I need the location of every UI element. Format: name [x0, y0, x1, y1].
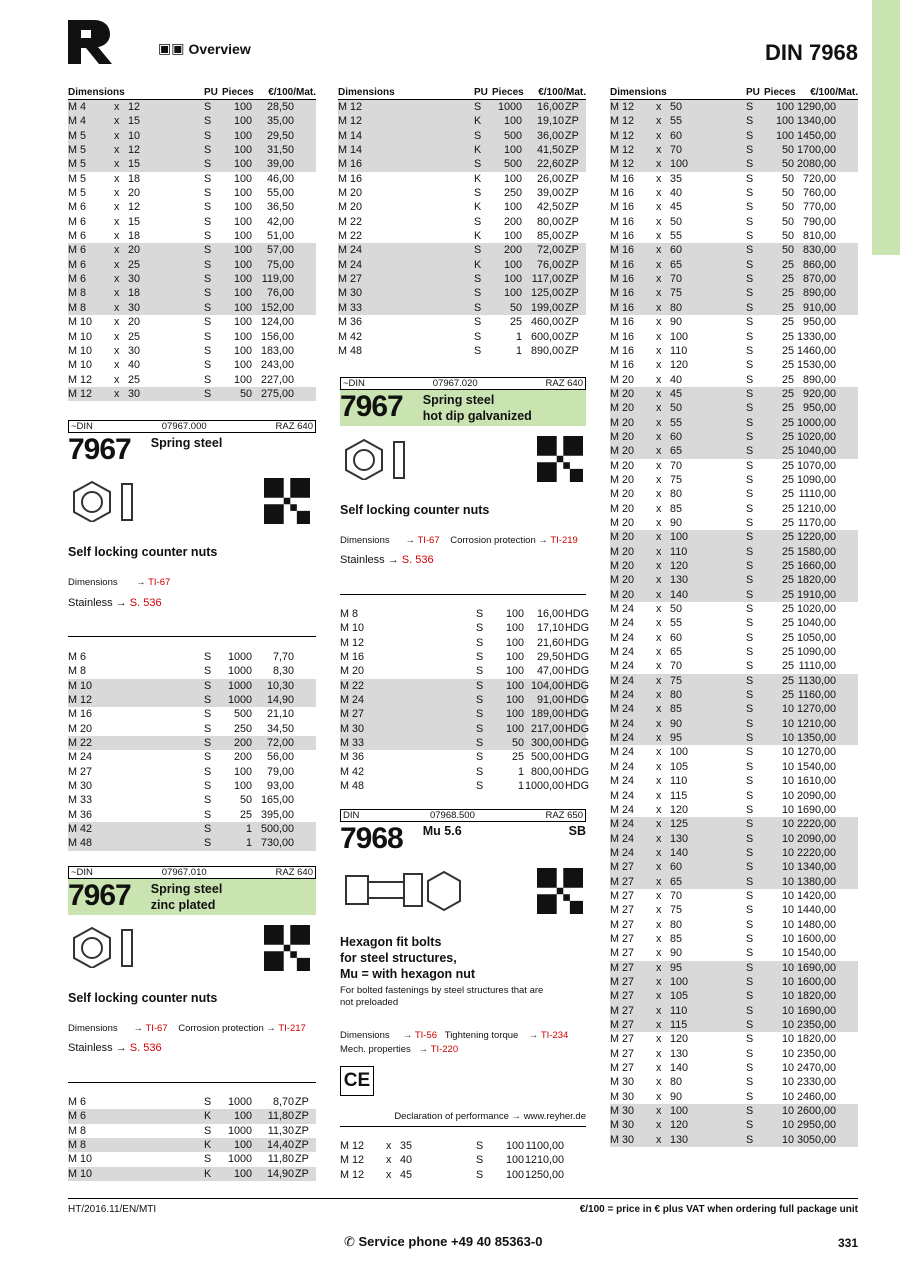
- section-tab: [872, 0, 900, 255]
- table-row: M 24 x 120 S 10 1690,00: [610, 803, 836, 816]
- table-7967-020: [340, 607, 589, 793]
- qr-code-icon: [264, 925, 310, 971]
- table-row: M 16 x 110 S 25 1460,00: [610, 344, 836, 357]
- table-row: M 20 x 60 S 25 1020,00: [610, 430, 858, 444]
- counter-nut-icon: [72, 926, 142, 968]
- table-row: M 20 x 90 S 25 1170,00: [610, 516, 836, 529]
- table-row: M 20 x 80 S 25 1110,00: [610, 488, 836, 501]
- table-row: M 30 x 100 S 10 2600,00: [610, 1104, 858, 1118]
- table-row: M 22 S 200 80,00 ZP: [338, 215, 579, 228]
- table-row: M 24 x 125 S 10 2220,00: [610, 817, 858, 831]
- table-row: M 16 x 45 S 50 770,00: [610, 201, 836, 214]
- table-row: M 8 S 100 16,00 HDG: [340, 608, 589, 620]
- table-row: M 33 S 50 300,00 HDG: [340, 737, 589, 750]
- table-row: M 12 x 55 S 100 1340,00: [610, 114, 858, 128]
- table-row: M 24 x 110 S 10 1610,00: [610, 775, 836, 788]
- b3-stainless: Stainless → S. 536: [340, 554, 434, 566]
- table-row: M 6 x 18 S 100 51,00: [68, 230, 294, 243]
- table-row: M 24 x 55 S 25 1040,00: [610, 617, 836, 630]
- table-row: M 5 x 12 S 100 31,50: [68, 143, 316, 157]
- table-row: M 8 K 100 14,40 ZP: [68, 1138, 316, 1152]
- b2-dim: Dimensions → TI-67 Corrosion protection → TI-217: [68, 1023, 306, 1034]
- table-row: M 20 x 140 S 25 1910,00: [610, 588, 858, 602]
- binoculars-icon: ▣▣: [158, 40, 185, 56]
- b4-dim: Dimensions → TI-56 Tightening torque → TI-234: [340, 1030, 569, 1041]
- table-row: M 24 S 200 56,00: [68, 751, 294, 764]
- table-row: M 8 S 1000 8,30: [68, 665, 294, 678]
- table-row: M 8 S 1000 11,30 ZP: [68, 1124, 309, 1137]
- table-row: M 16 x 70 S 25 870,00: [610, 272, 858, 286]
- table-header: Dimensions PU Pieces €/100/Mat.: [338, 87, 586, 98]
- table-row: M 27 x 65 S 10 1380,00: [610, 875, 858, 889]
- table-row: M 27 x 105 S 10 1820,00: [610, 989, 858, 1003]
- table-row: M 27 x 70 S 10 1420,00: [610, 889, 836, 902]
- b1-dim: Dimensions → TI-67: [68, 577, 171, 588]
- table-row: M 6 x 12 S 100 36,50: [68, 201, 294, 214]
- table-row: M 24 x 140 S 10 2220,00: [610, 846, 858, 860]
- table-row: M 24 x 70 S 25 1110,00: [610, 660, 836, 673]
- product-7967-010: ~DIN 07967.010 RAZ 640 7967 Spring steel zinc plated: [68, 866, 316, 915]
- table-row: M 20 S 250 39,00 ZP: [338, 187, 579, 200]
- table-row: M 12 x 30 S 50 275,00: [68, 387, 316, 401]
- qr-code-icon: [537, 868, 583, 914]
- table-row: M 10 x 40 S 100 243,00: [68, 359, 294, 372]
- table-row: M 27 S 100 189,00 HDG: [340, 708, 589, 721]
- table-header: Dimensions PU Pieces €/100/Mat.: [68, 87, 316, 98]
- table-row: M 30 x 130 S 10 3050,00: [610, 1133, 858, 1147]
- table-row: M 16 x 35 S 50 720,00: [610, 172, 836, 185]
- table-row: M 16 S 500 22,60 ZP: [338, 157, 586, 171]
- table-row: M 24 x 95 S 10 1350,00: [610, 731, 858, 745]
- table-row: M 36 S 25 500,00 HDG: [340, 751, 589, 764]
- table-row: M 5 x 18 S 100 46,00: [68, 172, 294, 185]
- product-7967-020: ~DIN 07967.020 RAZ 640 7967 Spring steel hot dip galvanized: [340, 377, 586, 426]
- table-row: M 12 x 70 S 50 1700,00: [610, 143, 858, 157]
- table-row: M 48 S 1 890,00 ZP: [338, 344, 579, 357]
- table-row: M 20 x 75 S 25 1090,00: [610, 473, 836, 486]
- table-row: M 24 S 100 91,00 HDG: [340, 694, 589, 707]
- table-row: M 24 x 75 S 25 1130,00: [610, 674, 858, 688]
- table-row: M 16 x 90 S 25 950,00: [610, 316, 836, 329]
- table-row: M 27 x 60 S 10 1340,00: [610, 860, 858, 874]
- table-row: M 12 x 45 S 100 1250,00: [340, 1168, 564, 1181]
- table-row: M 16 x 50 S 50 790,00: [610, 215, 836, 228]
- b4-mech: Mech. properties → TI-220: [340, 1044, 459, 1055]
- table-row: M 8 x 30 S 100 152,00: [68, 301, 316, 315]
- table-row: M 30 x 120 S 10 2950,00: [610, 1118, 858, 1132]
- table-row: M 27 x 115 S 10 2350,00: [610, 1018, 858, 1032]
- table-row: M 20 x 55 S 25 1000,00: [610, 416, 858, 430]
- table-row: M 42 S 1 500,00: [68, 822, 316, 836]
- table-row: M 10 x 20 S 100 124,00: [68, 316, 294, 329]
- table-row: M 20 x 120 S 25 1660,00: [610, 559, 858, 573]
- table-row: M 24 S 200 72,00 ZP: [338, 243, 586, 257]
- b2-title: Self locking counter nuts: [68, 991, 218, 1005]
- qr-code-icon: [537, 436, 583, 482]
- table-row: M 10 x 30 S 100 183,00: [68, 344, 294, 357]
- table-row: M 33 S 50 199,00 ZP: [338, 301, 586, 315]
- table-row: M 20 K 100 42,50 ZP: [338, 201, 579, 214]
- table-row: M 27 S 100 79,00: [68, 765, 294, 778]
- table-row: M 33 S 50 165,00: [68, 794, 294, 807]
- table-row: M 48 S 1 730,00: [68, 836, 316, 850]
- table-row: M 12 x 35 S 100 1100,00: [340, 1140, 564, 1152]
- table-row: M 12 S 100 21,60 HDG: [340, 636, 589, 649]
- table-row: M 20 S 100 47,00 HDG: [340, 665, 589, 678]
- hexagon-bolt-icon: [344, 870, 464, 912]
- table-row: M 16 x 75 S 25 890,00: [610, 286, 858, 300]
- table-row: M 30 x 90 S 10 2460,00: [610, 1090, 836, 1103]
- table-row: M 27 x 120 S 10 1820,00: [610, 1033, 836, 1046]
- table-row: M 27 x 85 S 10 1600,00: [610, 932, 836, 945]
- table-row: M 12 x 40 S 100 1210,00: [340, 1154, 564, 1167]
- table-row: M 22 K 100 85,00 ZP: [338, 230, 579, 243]
- b3-title: Self locking counter nuts: [340, 503, 490, 517]
- table-row: M 24 x 100 S 10 1270,00: [610, 746, 836, 759]
- table-row: M 12 x 60 S 100 1450,00: [610, 129, 858, 143]
- table-row: M 10 x 25 S 100 156,00: [68, 330, 294, 343]
- b4-desc: For bolted fastenings by steel structures that are not preloaded: [340, 985, 544, 1008]
- table-row: M 20 x 100 S 25 1220,00: [610, 530, 858, 544]
- table-row: M 30 S 100 217,00 HDG: [340, 722, 589, 735]
- page-title: DIN 7968: [765, 40, 858, 65]
- table-row: M 10 S 1000 11,80 ZP: [68, 1153, 309, 1166]
- table-row: M 5 x 20 S 100 55,00: [68, 187, 294, 200]
- table-row: M 24 x 65 S 25 1090,00: [610, 646, 836, 659]
- table-row: M 12 S 1000 16,00 ZP: [338, 100, 586, 114]
- table-row: M 27 x 80 S 10 1480,00: [610, 918, 836, 931]
- footer-code: HT/2016.11/EN/MTI: [68, 1204, 157, 1215]
- table-row: M 24 x 80 S 25 1160,00: [610, 688, 858, 702]
- counter-nut-icon: [344, 438, 414, 480]
- table-row: M 8 x 18 S 100 76,00: [68, 286, 316, 300]
- table-row: M 30 x 80 S 10 2330,00: [610, 1076, 836, 1089]
- table-row: M 42 S 1 600,00 ZP: [338, 330, 579, 343]
- table-row: M 6 x 25 S 100 75,00: [68, 258, 316, 272]
- table-row: M 20 x 70 S 25 1070,00: [610, 459, 836, 472]
- table-row: M 16 x 40 S 50 760,00: [610, 187, 836, 200]
- table-row: M 27 x 130 S 10 2350,00: [610, 1047, 836, 1060]
- table-row: M 16 x 80 S 25 910,00: [610, 301, 858, 315]
- table-row: M 20 x 110 S 25 1580,00: [610, 545, 858, 559]
- table-row: M 24 x 50 S 25 1020,00: [610, 603, 836, 616]
- table-row: M 12 x 25 S 100 227,00: [68, 373, 294, 386]
- table-row: M 6 K 100 11,80 ZP: [68, 1109, 316, 1123]
- col3-table: [610, 86, 858, 1147]
- table-row: M 12 S 1000 14,90: [68, 693, 316, 707]
- table-row: M 6 x 30 S 100 119,00: [68, 272, 316, 286]
- table-row: M 36 S 25 395,00: [68, 808, 294, 821]
- table-row: M 27 x 90 S 10 1540,00: [610, 947, 836, 960]
- counter-nut-icon: [72, 480, 142, 522]
- phone-icon: ✆: [344, 1234, 359, 1249]
- table-row: M 4 x 15 S 100 35,00: [68, 114, 316, 128]
- table-row: M 22 S 100 104,00 HDG: [340, 679, 589, 692]
- table-row: M 24 x 60 S 25 1050,00: [610, 631, 836, 644]
- table-row: M 20 x 130 S 25 1820,00: [610, 573, 858, 587]
- b2-stainless: Stainless → S. 536: [68, 1042, 162, 1054]
- table-row: M 36 S 25 460,00 ZP: [338, 316, 579, 329]
- reyher-logo: [66, 18, 112, 64]
- table-row: M 16 K 100 26,00 ZP: [338, 172, 579, 185]
- table-row: M 16 S 500 21,10: [68, 708, 294, 721]
- table-row: M 42 S 1 800,00 HDG: [340, 765, 589, 778]
- table-row: M 27 x 140 S 10 2470,00: [610, 1062, 836, 1075]
- product-7968-500: DIN 07968.500 RAZ 650 7968 Mu 5.6 SB: [340, 810, 586, 855]
- table-row: M 4 x 12 S 100 28,50: [68, 100, 316, 114]
- table-header: Dimensions PU Pieces €/100/Mat.: [610, 87, 858, 98]
- table-row: M 12 K 100 19,10 ZP: [338, 114, 586, 128]
- b4-title: Hexagon fit bolts for steel structures, Mu = with hexagon nut: [340, 935, 476, 981]
- table-row: M 27 x 110 S 10 1690,00: [610, 1004, 858, 1018]
- table-row: M 16 x 120 S 25 1530,00: [610, 359, 836, 372]
- table-row: M 12 x 100 S 50 2080,00: [610, 157, 858, 171]
- table-row: M 20 x 45 S 25 920,00: [610, 387, 858, 401]
- b1-stainless: Stainless → S. 536: [68, 597, 162, 609]
- table-row: M 16 S 100 29,50 HDG: [340, 651, 589, 664]
- table-row: M 16 x 60 S 50 830,00: [610, 243, 858, 257]
- ce-mark: CE: [340, 1066, 374, 1096]
- table-row: M 16 x 55 S 50 810,00: [610, 230, 836, 243]
- table-row: M 24 K 100 76,00 ZP: [338, 258, 586, 272]
- table-row: M 24 x 85 S 10 1270,00: [610, 702, 858, 716]
- b4-dop[interactable]: Declaration of performance → www.reyher.de: [394, 1111, 586, 1122]
- footer-note: €/100 = price in € plus VAT when ordering full package unit: [579, 1204, 858, 1215]
- table-row: M 20 x 85 S 25 1210,00: [610, 502, 836, 515]
- table-row: M 24 x 105 S 10 1540,00: [610, 760, 836, 773]
- table-row: M 20 x 65 S 25 1040,00: [610, 444, 858, 458]
- b1-title: Self locking counter nuts: [68, 545, 218, 559]
- table-row: M 10 K 100 14,90 ZP: [68, 1167, 316, 1181]
- table-row: M 20 S 250 34,50: [68, 722, 294, 735]
- table-row: M 27 x 100 S 10 1600,00: [610, 975, 858, 989]
- b3-dim: Dimensions → TI-67 Corrosion protection → TI-219: [340, 535, 578, 546]
- table-row: M 6 x 20 S 100 57,00: [68, 243, 316, 257]
- table-row: M 6 S 1000 8,70 ZP: [68, 1096, 309, 1108]
- table-7967-010: [68, 1095, 316, 1181]
- table-row: M 30 S 100 93,00: [68, 780, 294, 793]
- table-row: M 6 x 15 S 100 42,00: [68, 215, 294, 228]
- table-row: M 16 x 100 S 25 1330,00: [610, 330, 836, 343]
- table-row: M 27 x 95 S 10 1690,00: [610, 961, 858, 975]
- col1-table: [68, 86, 316, 401]
- page-number: 331: [837, 1236, 858, 1250]
- table-row: M 20 x 40 S 25 890,00: [610, 373, 836, 386]
- table-row: M 27 S 100 117,00 ZP: [338, 272, 586, 286]
- table-7967-000: [68, 650, 316, 851]
- overview-label: ▣▣ Overview: [158, 40, 251, 57]
- table-row: M 27 x 75 S 10 1440,00: [610, 904, 836, 917]
- qr-code-icon: [264, 478, 310, 524]
- table-7968-500: [340, 1139, 586, 1182]
- table-row: M 30 S 100 125,00 ZP: [338, 286, 586, 300]
- table-row: M 22 S 200 72,00: [68, 736, 316, 750]
- table-row: M 5 x 10 S 100 29,50: [68, 129, 316, 143]
- table-row: M 20 x 50 S 25 950,00: [610, 401, 858, 415]
- col2-table: [338, 86, 586, 358]
- product-7967-000: ~DIN 07967.000 RAZ 640 7967 Spring steel: [68, 420, 316, 467]
- table-row: M 5 x 15 S 100 39,00: [68, 157, 316, 171]
- table-row: M 24 x 90 S 10 1210,00: [610, 717, 858, 731]
- table-row: M 14 S 500 36,00 ZP: [338, 129, 586, 143]
- table-row: M 24 x 115 S 10 2090,00: [610, 789, 836, 802]
- service-phone[interactable]: ✆ Service phone +49 40 85363-0: [344, 1234, 543, 1249]
- table-row: M 14 K 100 41,50 ZP: [338, 143, 586, 157]
- table-row: M 12 x 50 S 100 1290,00: [610, 100, 858, 114]
- table-row: M 16 x 65 S 25 860,00: [610, 258, 858, 272]
- table-row: M 10 S 100 17,10 HDG: [340, 622, 589, 635]
- table-row: M 24 x 130 S 10 2090,00: [610, 832, 858, 846]
- table-row: M 10 S 1000 10,30: [68, 679, 316, 693]
- table-row: M 48 S 1 1000,00 HDG: [340, 780, 589, 793]
- table-row: M 6 S 1000 7,70: [68, 651, 294, 663]
